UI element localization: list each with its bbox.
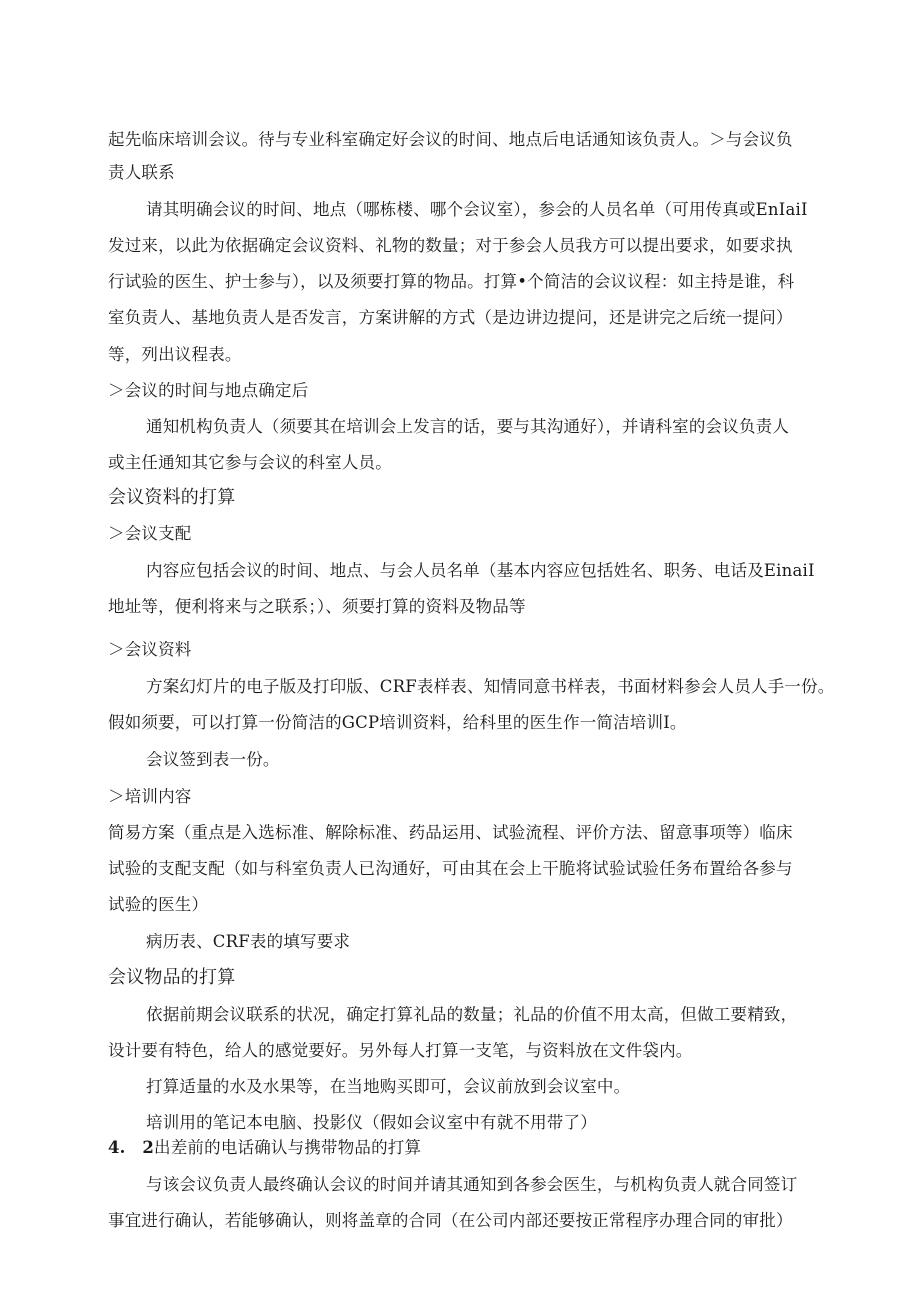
paragraph-line: 室负责人、基地负责人是否发言，方案讲解的方式（是边讲边提问，还是讲完之后统一提问）	[108, 308, 793, 327]
bullet-heading: ＞会议支配	[108, 524, 192, 543]
section-heading: 会议物品的打算	[108, 967, 236, 988]
bullet-heading: ＞会议的时间与地点确定后	[108, 381, 309, 400]
paragraph-line: 培训用的笔记本电脑、投影仪（假如会议室中有就不用带了）	[146, 1113, 597, 1132]
subsection-number: 4. 2	[108, 1138, 155, 1157]
paragraph-line: 内容应包括会议的时间、地点、与会人员名单（基本内容应包括姓名、职务、电话及EinaiI	[146, 561, 815, 580]
paragraph-line: 等，列出议程表。	[108, 345, 242, 364]
paragraph-line: 方案幻灯片的电子版及打印版、CRF表样表、知情同意书样表，书面材料参会人员人手一份。	[146, 677, 835, 696]
paragraph-line: 责人联系	[108, 163, 175, 182]
paragraph-line: 或主任通知其它参与会议的科室人员。	[108, 453, 392, 472]
paragraph-line: 与该会议负责人最终确认会议的时间并请其通知到各参会医生，与机构负责人就合同签订	[146, 1175, 798, 1194]
paragraph-line: 打算适量的水及水果等，在当地购买即可，会议前放到会议室中。	[146, 1077, 631, 1096]
paragraph-line: 起先临床培训会议。待与专业科室确定好会议的时间、地点后电话通知该负责人。＞与会议负	[108, 130, 793, 149]
paragraph-line: 设计要有特色，给人的感觉要好。另外每人打算一支笔，与资料放在文件袋内。	[108, 1041, 693, 1060]
subsection-title: 出差前的电话确认与携带物品的打算	[154, 1138, 422, 1157]
section-heading: 会议资料的打算	[108, 487, 236, 508]
paragraph-line: 发过来，以此为依据确定会议资料、礼物的数量；对于参会人员我方可以提出要求，如要求执	[108, 236, 793, 255]
subsection-heading	[108, 1137, 421, 1159]
bullet-heading: ＞会议资料	[108, 640, 192, 659]
paragraph-line: 地址等，便利将来与之联系；）、须要打算的资料及物品等	[108, 597, 526, 616]
paragraph-line: 请其明确会议的时间、地点（哪栋楼、哪个会议室），参会的人员名单（可用传真或EnIaiI	[146, 200, 808, 219]
paragraph-line: 简易方案（重点是入选标准、解除标准、药品运用、试验流程、评价方法、留意事项等）临床	[108, 823, 793, 842]
paragraph-line: 试验的医生）	[108, 895, 209, 914]
paragraph-line: 会议签到表一份。	[146, 750, 280, 769]
paragraph-line: 事宜进行确认，若能够确认，则将盖章的合同（在公司内部还要按正常程序办理合同的审批）	[108, 1211, 793, 1230]
bullet-heading: ＞培训内容	[108, 787, 192, 806]
paragraph-line: 依据前期会议联系的状况，确定打算礼品的数量；礼品的价值不用太高，但做工要精致，	[146, 1005, 798, 1024]
paragraph-line: 行试验的医生、护士参与），以及须要打算的物品。打算•个简洁的会议议程：如主持是谁，科	[108, 272, 795, 291]
paragraph-line: 试验的支配支配（如与科室负责人已沟通好，可由其在会上干脆将试验试验任务布置给各参与	[108, 859, 793, 878]
paragraph-line: 通知机构负责人（须要其在培训会上发言的话，要与其沟通好），并请科室的会议负责人	[146, 417, 790, 436]
paragraph-line: 病历表、CRF表的填写要求	[146, 932, 351, 951]
paragraph-line: 假如须要，可以打算一份简洁的GCP培训资料，给科里的医生作一简洁培训I。	[108, 713, 687, 732]
